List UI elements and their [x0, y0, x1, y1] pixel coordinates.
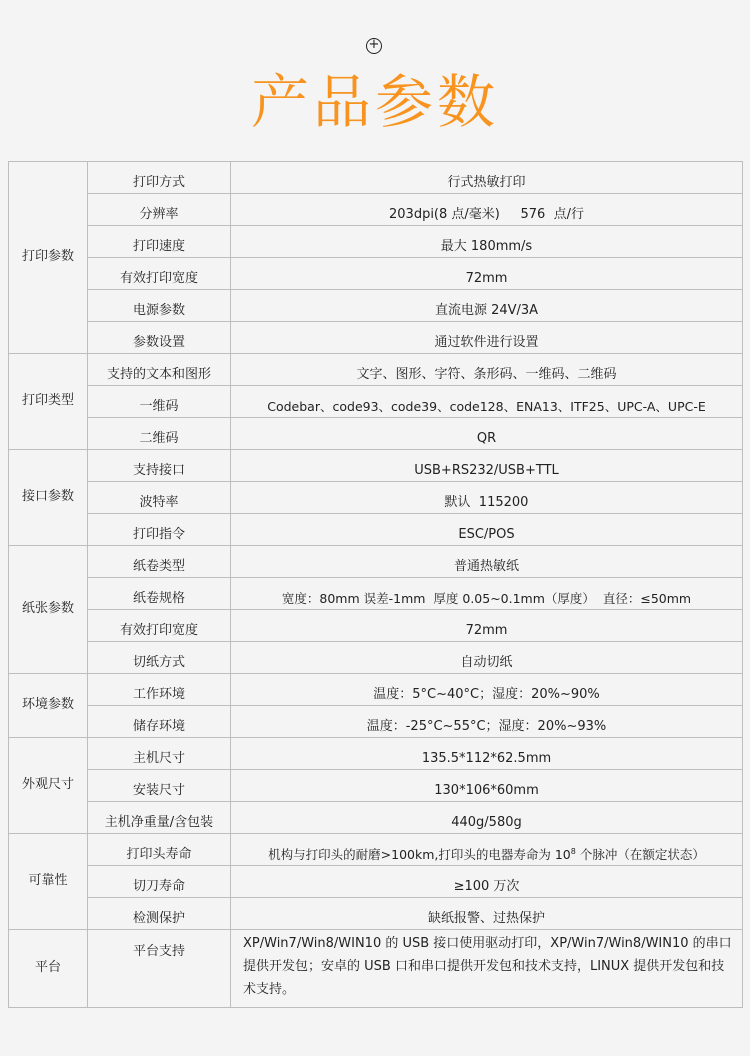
- table-row: [9, 450, 743, 482]
- group-cell: 可靠性: [9, 834, 88, 930]
- item-cell: 支持的文本和图形: [88, 354, 231, 386]
- value-cell: 直流电源 24V/3A: [231, 290, 743, 322]
- item-cell: 一维码: [88, 386, 231, 418]
- item-cell: 安装尺寸: [88, 770, 231, 802]
- value-cell: 最大 180mm/s: [231, 226, 743, 258]
- group-cell: 平台: [9, 930, 88, 1008]
- item-cell: 打印方式: [88, 162, 231, 194]
- group-cell: 外观尺寸: [9, 738, 88, 834]
- group-cell: 打印类型: [9, 354, 88, 450]
- item-cell: 平台支持: [88, 930, 231, 1008]
- table-row: [9, 578, 743, 610]
- group-cell: 环境参数: [9, 674, 88, 738]
- value-cell: ≥100 万次: [231, 866, 743, 898]
- table-row: [9, 322, 743, 354]
- value-cell: 135.5*112*62.5mm: [231, 738, 743, 770]
- value-cell: 203dpi(8 点/毫米) 576 点/行: [231, 194, 743, 226]
- value-cell: 440g/580g: [231, 802, 743, 834]
- value-text: 个脉冲（在额定状态）: [575, 847, 705, 862]
- table-row: [9, 642, 743, 674]
- table-row: [9, 770, 743, 802]
- item-cell: 切刀寿命: [88, 866, 231, 898]
- value-cell: ESC/POS: [231, 514, 743, 546]
- group-cell: 纸张参数: [9, 546, 88, 674]
- value-cell: 72mm: [231, 258, 743, 290]
- plus-circle-icon: +: [366, 38, 382, 54]
- item-cell: 打印头寿命: [88, 834, 231, 866]
- table-row: [9, 258, 743, 290]
- table-row: [9, 738, 743, 770]
- value-cell: XP/Win7/Win8/WIN10 的 USB 接口使用驱动打印，XP/Win7/Win8/WIN10 的串口提供开发包；安卓的 USB 口和串口提供开发包和技术支持，LINUX 提供开发包和技术支持。: [231, 930, 743, 1008]
- item-cell: 检测保护: [88, 898, 231, 930]
- value-cell: 默认 115200: [231, 482, 743, 514]
- item-cell: 二维码: [88, 418, 231, 450]
- item-cell: 参数设置: [88, 322, 231, 354]
- table-row: [9, 866, 743, 898]
- table-row: [9, 194, 743, 226]
- item-cell: 储存环境: [88, 706, 231, 738]
- table-row: [9, 930, 743, 1008]
- item-cell: 电源参数: [88, 290, 231, 322]
- table-row: [9, 674, 743, 706]
- table-row: [9, 546, 743, 578]
- group-cell: 接口参数: [9, 450, 88, 546]
- value-cell: 130*106*60mm: [231, 770, 743, 802]
- value-cell: 缺纸报警、过热保护: [231, 898, 743, 930]
- item-cell: 支持接口: [88, 450, 231, 482]
- item-cell: 主机尺寸: [88, 738, 231, 770]
- value-cell: 通过软件进行设置: [231, 322, 743, 354]
- table-row: [9, 802, 743, 834]
- value-cell: 温度：-25°C~55°C；湿度：20%~93%: [231, 706, 743, 738]
- value-cell: 72mm: [231, 610, 743, 642]
- item-cell: 主机净重量/含包装: [88, 802, 231, 834]
- table-row: [9, 386, 743, 418]
- value-cell: 文字、图形、字符、条形码、一维码、二维码: [231, 354, 743, 386]
- value-cell: 自动切纸: [231, 642, 743, 674]
- item-cell: 分辨率: [88, 194, 231, 226]
- page-title: 产品参数: [250, 68, 499, 136]
- value-cell: Codebar、code93、code39、code128、ENA13、ITF25、UPC-A、UPC-E: [231, 386, 743, 418]
- table-row: [9, 226, 743, 258]
- value-cell: QR: [231, 418, 743, 450]
- item-cell: 有效打印宽度: [88, 258, 231, 290]
- table-row: [9, 290, 743, 322]
- item-cell: 纸卷类型: [88, 546, 231, 578]
- item-cell: 打印速度: [88, 226, 231, 258]
- table-row: [9, 354, 743, 386]
- table-row: [9, 706, 743, 738]
- value-cell: 普通热敏纸: [231, 546, 743, 578]
- table-row: [9, 482, 743, 514]
- table-row: [9, 610, 743, 642]
- spec-table: [8, 161, 743, 1008]
- value-text: 机构与打印头的耐磨>100km,打印头的电器寿命为 10: [268, 847, 571, 862]
- table-row: [9, 162, 743, 194]
- item-cell: 工作环境: [88, 674, 231, 706]
- item-cell: 有效打印宽度: [88, 610, 231, 642]
- item-cell: 打印指令: [88, 514, 231, 546]
- table-row: [9, 514, 743, 546]
- item-cell: 波特率: [88, 482, 231, 514]
- item-cell: 纸卷规格: [88, 578, 231, 610]
- item-cell: 切纸方式: [88, 642, 231, 674]
- value-cell: [231, 834, 743, 866]
- table-row: [9, 418, 743, 450]
- value-cell: 温度：5°C~40°C；湿度：20%~90%: [231, 674, 743, 706]
- group-cell: 打印参数: [9, 162, 88, 354]
- table-row: [9, 834, 743, 866]
- value-cell: 行式热敏打印: [231, 162, 743, 194]
- value-cell: 宽度：80mm 误差-1mm 厚度 0.05~0.1mm（厚度） 直径：≤50mm: [231, 578, 743, 610]
- table-row: [9, 898, 743, 930]
- value-cell: USB+RS232/USB+TTL: [231, 450, 743, 482]
- exponent: 8: [570, 846, 576, 856]
